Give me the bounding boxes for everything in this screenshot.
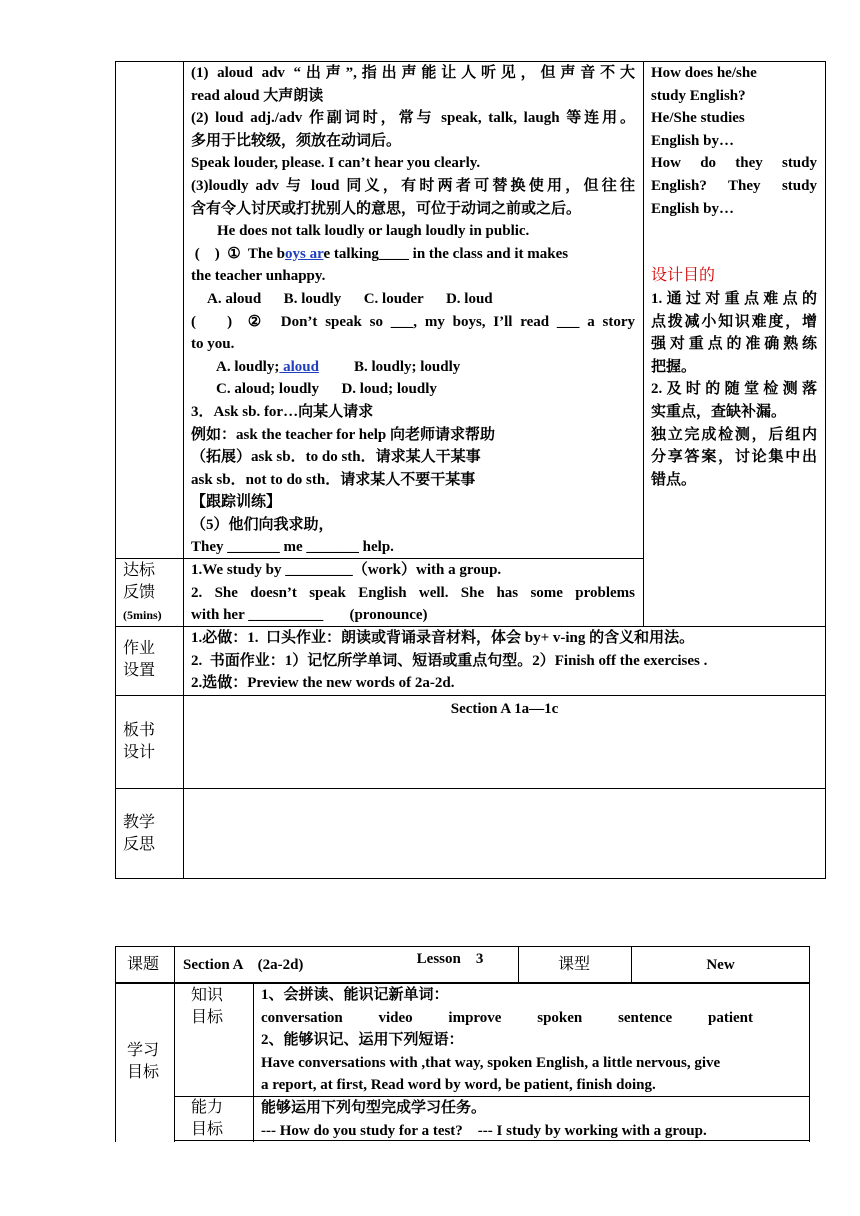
content-line: Speak louder, please. I can’t hear you clearly. (191, 155, 481, 172)
word: video (378, 1009, 413, 1026)
word: patient (708, 1009, 753, 1026)
right-line: How does he/she (651, 65, 757, 81)
knowledge-line: 2、能够识记、运用下列短语： (261, 1032, 464, 1049)
knowledge-line: a report, at first, Read word by word, be patient, finish doing. (261, 1077, 656, 1094)
design-line: 强对重点的准确熟练 (651, 336, 817, 353)
word: sentence (618, 1009, 673, 1026)
right-line: study English? (651, 87, 746, 104)
content-line: the teacher unhappy. (191, 268, 326, 285)
knowledge-line: 1、会拼读、能识记新单词： (261, 987, 449, 1003)
homework-line: 2. 书面作业：1）记忆所学单词、短语或重点句型。2）Finish off the exercises . (191, 652, 708, 669)
table-row-divider (115, 695, 826, 696)
right-line: How do they study (651, 155, 817, 172)
board-label-line: 设计 (123, 744, 156, 761)
hyperlink-text[interactable]: aloud (279, 358, 319, 375)
table-border-left (115, 61, 116, 879)
knowledge-line: Have conversations with ,that way, spoken English, a little nervous, give (261, 1054, 721, 1071)
content-line: 3．Ask sb. for…向某人请求 (191, 403, 374, 420)
feedback-line: with her __________ (pronounce) (191, 607, 428, 624)
ability-label-line: 目标 (191, 1121, 224, 1138)
ability-label (191, 1097, 223, 1141)
exercise-1 (191, 243, 635, 266)
feedback-label-line: 达标 (123, 562, 156, 579)
design-line: 点拨减小知识难度，增 (651, 313, 817, 330)
table-row-divider (115, 788, 826, 789)
ability-line: --- How do you study for a test? --- I study by working with a group. (261, 1122, 707, 1139)
knowledge-label-line: 目标 (191, 1009, 224, 1026)
homework-cell (191, 627, 821, 695)
right-line: English by… (651, 132, 734, 149)
right-line: English? They study (651, 177, 817, 194)
goals-label-line: 目标 (127, 1064, 160, 1081)
feedback-label (123, 560, 162, 626)
content-line: (1) aloud adv “出声”,指出声能让人听见，但声音不大 (191, 65, 635, 81)
reflection-label (123, 812, 155, 856)
option-line: C. aloud; loudly D. loud; loudly (216, 381, 437, 398)
homework-line: 1.必做：1. 口头作业：朗读或背诵录音材料，体会 by+ v-ing 的含义和用法。 (191, 630, 695, 646)
option-a: A. loudly; (216, 358, 280, 375)
homework-label-line: 作业 (123, 640, 156, 657)
board-content (184, 698, 825, 721)
content-line: (2) loud adj./adv 作副词时，常与 speak, talk, laugh 等连用。 (191, 110, 635, 127)
design-line: 实重点，查缺补漏。 (651, 403, 787, 420)
reflection-label-line: 反思 (123, 836, 156, 853)
table-divider-right (643, 61, 644, 627)
table-border-bottom (115, 878, 826, 879)
knowledge-label-line: 知识 (191, 987, 224, 1004)
knowledge-cell (261, 984, 801, 1097)
topic-value (183, 954, 303, 977)
lesson-col-divider (253, 983, 254, 1142)
exercise-1-text: e talking____ in the class and it makes (323, 245, 569, 262)
content-line: 多用于比较级，须放在动词后。 (191, 132, 402, 149)
content-line: to you. (191, 336, 235, 353)
type-value-text: New (706, 957, 735, 973)
content-line: They _______ me _______ help. (191, 539, 394, 556)
feedback-cell (191, 559, 635, 627)
homework-label-line: 设置 (123, 662, 156, 679)
lesson-border-left (115, 946, 116, 1142)
option-line: A. aloud B. loudly C. louder D. loud (207, 290, 493, 307)
design-purpose-title: 设计目的 (651, 267, 716, 285)
right-line: English by… (651, 200, 734, 217)
reflection-label-line: 教学 (123, 814, 156, 831)
content-line: ask sb．not to do sth．请求某人不要干某事 (191, 471, 476, 488)
ability-cell (261, 1097, 801, 1142)
right-cell (651, 62, 817, 491)
topic-value-text: Section A (2a-2d) (183, 957, 304, 973)
right-line: He/She studies (651, 110, 745, 127)
homework-line: 2.选做：Preview the new words of 2a-2d. (191, 675, 455, 692)
lesson-border-top (115, 946, 810, 947)
design-line: 1.通过对重点难点的 (651, 290, 817, 307)
lesson-title (0, 903, 860, 993)
exercise-2: ( ) ② Don’t speak so ___, my boys, I’ll read ___ a story (191, 313, 635, 330)
table-border-right (825, 61, 826, 879)
lesson-col-divider (174, 946, 175, 1142)
word: spoken (537, 1009, 583, 1026)
topic-label: 课题 (127, 956, 160, 973)
content-cell (191, 62, 635, 559)
design-line: 2.及时的随堂检测落 (651, 381, 817, 398)
design-line: 独立完成检测，后组内 (651, 426, 817, 443)
content-line: 【跟踪训练】 (191, 494, 282, 511)
option-line (191, 356, 635, 379)
content-line: read aloud 大声朗读 (191, 87, 324, 104)
design-line: 分享答案，讨论集中出 (651, 449, 817, 466)
content-line: He does not talk loudly or laugh loudly in public. (217, 223, 530, 240)
lesson-col-divider (518, 946, 519, 983)
lesson-border-right (809, 946, 810, 1142)
option-b: B. loudly; loudly (353, 358, 461, 375)
content-line: 例如：ask the teacher for help 向老师请求帮助 (191, 426, 496, 443)
design-line: 把握。 (651, 358, 697, 375)
word: improve (448, 1009, 502, 1026)
board-title: Section A 1a—1c (450, 701, 559, 717)
table-divider-label (183, 61, 184, 879)
feedback-time: (5mins) (123, 608, 162, 622)
content-line: （5）他们向我求助， (191, 516, 334, 533)
feedback-line: 1.We study by _________（work）with a group. (191, 562, 502, 578)
goals-label (127, 1040, 159, 1084)
knowledge-label (191, 985, 223, 1029)
feedback-label-line: 反馈 (123, 584, 156, 601)
lesson-title-text: Lesson 3 (416, 951, 484, 968)
board-label-line: 板书 (123, 722, 156, 739)
content-line: （拓展）ask sb．to do sth．请求某人干某事 (191, 449, 481, 466)
feedback-line: 2. She doesn’t speak English well. She has some problems (191, 584, 635, 601)
content-line: (3)loudly adv 与 loud 同义，有时两者可替换使用，但往往 (191, 177, 635, 194)
design-line: 错点。 (651, 471, 697, 488)
word: conversation (261, 1009, 343, 1026)
ability-line: 能够运用下列句型完成学习任务。 (261, 1100, 487, 1116)
word-list (261, 1007, 801, 1030)
homework-label (123, 638, 155, 682)
goals-label-line: 学习 (127, 1042, 160, 1059)
board-label (123, 720, 155, 764)
exercise-1-text: ( ) ① The b (191, 245, 286, 262)
type-label: 课型 (558, 956, 591, 973)
content-line: 含有令人讨厌或打扰别人的意思，可位于动词之前或之后。 (191, 200, 582, 217)
hyperlink-text[interactable]: oys ar (285, 245, 324, 262)
ability-label-line: 能力 (191, 1099, 224, 1116)
type-value (632, 954, 809, 977)
